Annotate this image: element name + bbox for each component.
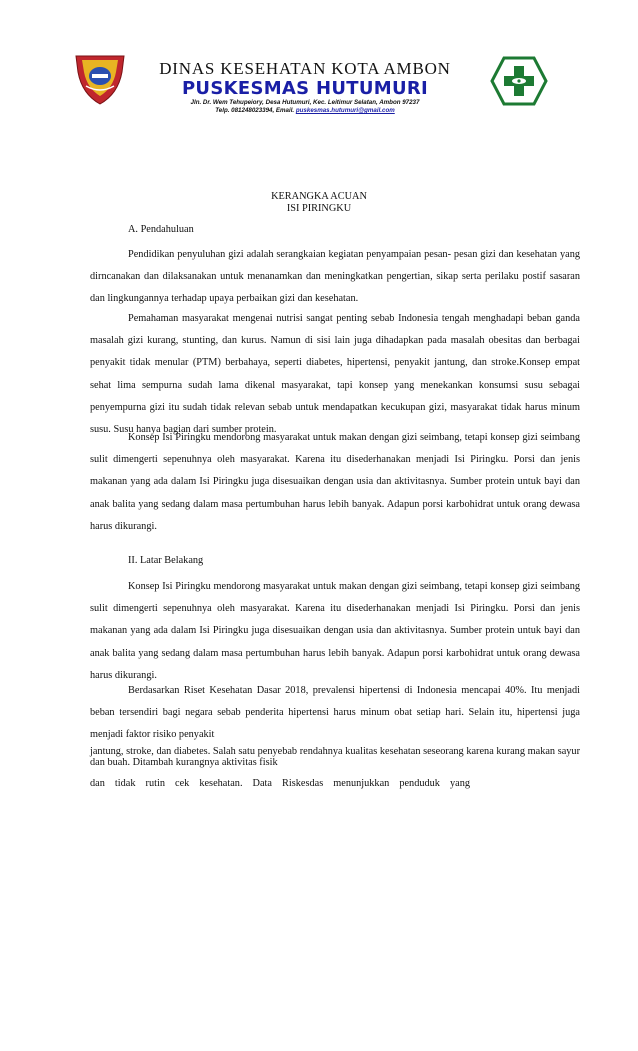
section-heading-pendahuluan: A. Pendahuluan — [128, 224, 194, 235]
last-line — [90, 778, 470, 789]
word: menunjukkan — [333, 778, 390, 789]
paragraph — [90, 680, 580, 747]
word: cek — [175, 778, 190, 789]
word: Riskesdas — [282, 778, 324, 789]
paragraph — [90, 427, 580, 538]
city-shield-emblem-icon — [74, 52, 126, 106]
contact-email[interactable]: puskesmas.hutumuri@gmail.com — [295, 107, 395, 114]
paragraph — [90, 308, 580, 441]
document-title-line1: KERANGKA ACUAN — [271, 191, 367, 202]
facility-name: PUSKESMAS HUTUMURI — [181, 78, 429, 99]
word: dan — [90, 778, 105, 789]
section-heading-latar-belakang: II. Latar Belakang — [128, 555, 204, 566]
contact-phone: Telp. 081248023394, Email. — [215, 107, 295, 114]
paragraph-text: Pendidikan penyuluhan gizi adalah serangkaian kegiatan penyampaian pesan- pesan gizi dan kesehatan yang dirncanakan dan dilaksanakan untuk menanamkan dan meningkatkan pengertian, sikap serta perilaku postif sasaran dan lingkungannya terhadap upaya perbaikan gizi dan kesehatan. — [90, 249, 580, 305]
paragraph-text: Konsep Isi Piringku mendorong masyarakat untuk makan dengan gizi seimbang, tetapi konsep gizi seimbang sulit dimengerti sepenuhnya oleh masyarakat. Karena itu disederhanakan menjadi Isi Piringku. Porsi dan jenis makanan yang ada dalam Isi Piringku juga disesuaikan dengan usia dan aktivitasnya. Sumber protein untuk bayi dan anak balita yang sedang dalam masa pertumbuhan harus lebih banyak. Adapun porsi karbohidrat untuk orang dewasa harus dikurangi. — [90, 432, 580, 532]
agency-name: DINAS KESEHATAN KOTA AMBON — [159, 59, 451, 78]
word: rutin — [145, 778, 165, 789]
word: penduduk — [399, 778, 440, 789]
word: yang — [449, 778, 470, 789]
paragraph — [90, 244, 580, 311]
paragraph-text: Pemahaman masyarakat mengenai nutrisi sangat penting sebab Indonesia tengah menghadapi beban ganda masalah gizi kurang, stunting, dan kurus. Namun di sisi lain juga dihadapkan pada masalah obesitas dan berbagai penyakit tidak menular (PTM) berbahaya, seperti diabetes, hipertensi, penyakit jantung, dan stroke.Konsep empat sehat lima sempurna sudah lama dikenal masyarakat, tapi konsep yang menekankan konsumsi susu sebagai penyempurna gizi itu sudah tidak relevan sebab untuk mendapatkan kecukupan gizi, masyarakat tidak harus minum susu. Susu hanya bagian dari sumber protein. — [90, 313, 580, 436]
word: Data — [252, 778, 272, 789]
facility-contact — [150, 107, 460, 114]
paragraph-text: Konsep Isi Piringku mendorong masyarakat untuk makan dengan gizi seimbang, tetapi konsep gizi seimbang sulit dimengerti sepenuhnya oleh masyarakat. Karena itu disederhanakan menjadi Isi Piringku. Porsi dan jenis makanan yang ada dalam Isi Piringku juga disesuaikan dengan usia dan aktivitasnya. Sumber protein untuk bayi dan anak balita yang sedang dalam masa pertumbuhan harus lebih banyak. Adapun porsi karbohidrat untuk orang dewasa harus dikurangi. — [90, 581, 580, 681]
health-cross-emblem-icon — [490, 56, 548, 106]
word: kesehatan. — [199, 778, 243, 789]
paragraph-text: Berdasarkan Riset Kesehatan Dasar 2018, prevalensi hipertensi di Indonesia mencapai 40%. Itu menjadi beban tersendiri bagi negara sebab penderita hipertensi harus minum obat setiap hari. Selain itu, hipertensi juga menjadi faktor risiko penyakit — [90, 685, 580, 741]
facility-address: Jln. Dr. Wem Tehupeiory, Desa Hutumuri, Kec. Leitimur Selatan, Ambon 97237 — [190, 99, 420, 106]
word: tidak — [114, 778, 136, 789]
paragraph — [90, 576, 580, 687]
continuation-paragraph: jantung, stroke, dan diabetes. Salah satu penyebab rendahnya kualitas kesehatan seseorang karena kurang makan sayur dan buah. Ditambah kurangnya aktivitas fisik — [90, 746, 580, 768]
document-title-line2: ISI PIRINGKU — [286, 203, 352, 214]
